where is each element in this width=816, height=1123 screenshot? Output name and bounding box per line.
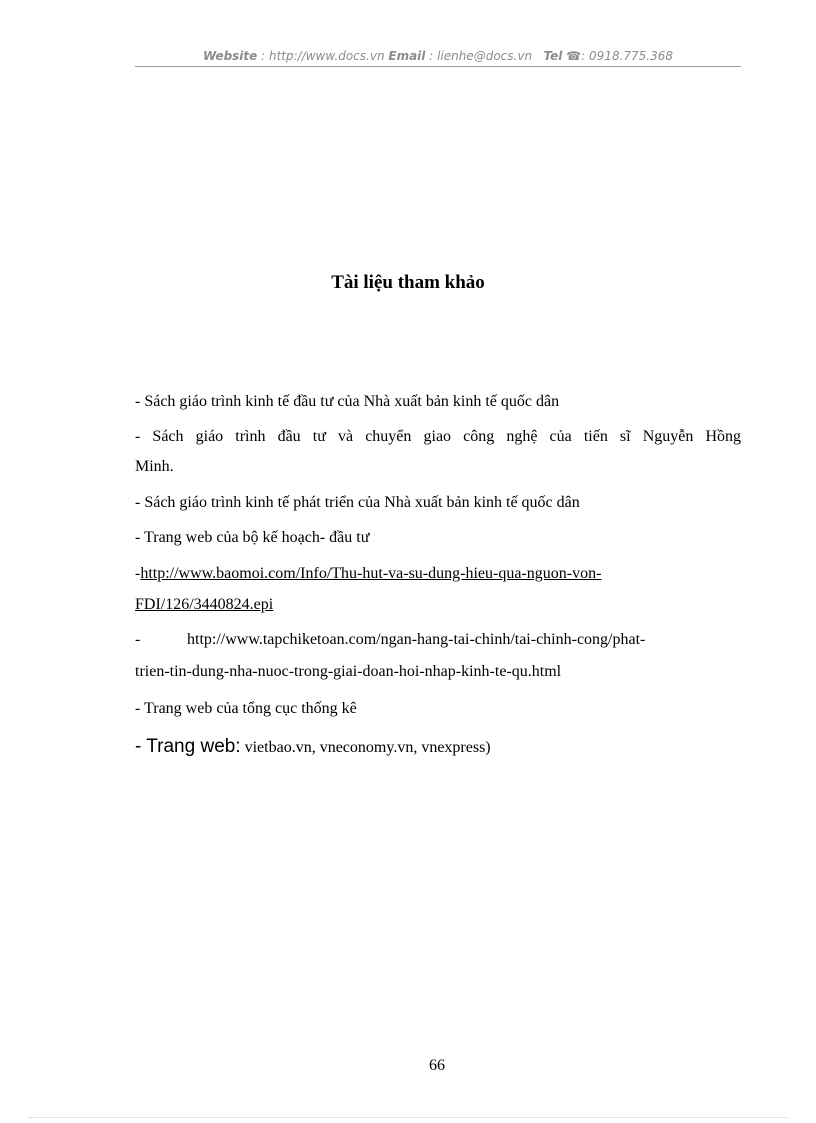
baomoi-link-line2[interactable]: FDI/126/3440824.epi bbox=[135, 596, 274, 613]
tapchiketoan-link-line1[interactable]: http://www.tapchiketoan.com/ngan-hang-tai-chinh/tai-chinh-cong/phat- bbox=[187, 631, 646, 648]
website-label: Website bbox=[202, 49, 258, 63]
reference-item: - Sách giáo trình kinh tế phát triển của Nhà xuất bản kinh tế quốc dân bbox=[135, 494, 580, 511]
page-title: Tài liệu tham khảo bbox=[331, 272, 485, 293]
web-prefix: - Trang web: bbox=[135, 736, 241, 757]
reference-link-baomoi-cont bbox=[135, 596, 741, 614]
email-label: Email bbox=[388, 49, 426, 63]
website-value: : http://www.docs.vn bbox=[257, 49, 389, 63]
reference-item: Minh. bbox=[135, 458, 174, 475]
tapchiketoan-link-line2[interactable]: trien-tin-dung-nha-nuoc-trong-giai-doan-hoi-nhap-kinh-te-qu.html bbox=[135, 663, 562, 680]
tel-label: Tel bbox=[543, 49, 563, 63]
email-value: : lienhe@docs.vn bbox=[425, 49, 536, 63]
reference-item: - Sách giáo trình kinh tế đầu tư của Nhà xuất bản kinh tế quốc dân bbox=[135, 393, 560, 410]
page-header bbox=[135, 47, 741, 67]
bottom-divider bbox=[28, 1117, 788, 1118]
link-prefix: - bbox=[135, 631, 141, 648]
page-number: 66 bbox=[429, 1057, 445, 1074]
phone-icon: ☎ bbox=[566, 49, 582, 63]
reference-item: - Trang web của bộ kế hoạch- đầu tư bbox=[135, 529, 370, 546]
reference-link-tapchiketoan bbox=[135, 631, 741, 649]
reference-item: - Sách giáo trình đầu tư và chuyển giao công nghệ của tiến sĩ Nguyễn Hồng bbox=[135, 428, 741, 445]
reference-item: - Trang web của tổng cục thống kê bbox=[135, 700, 357, 717]
tel-value: : 0918.775.368 bbox=[581, 49, 674, 63]
reference-item-web bbox=[135, 736, 741, 758]
reference-link-baomoi bbox=[135, 565, 741, 583]
web-list: vietbao.vn, vneconomy.vn, vnexpress) bbox=[240, 739, 491, 756]
link-prefix: - bbox=[135, 565, 141, 582]
baomoi-link-line1[interactable]: http://www.baomoi.com/Info/Thu-hut-va-su-dung-hieu-qua-nguon-von- bbox=[140, 565, 602, 582]
